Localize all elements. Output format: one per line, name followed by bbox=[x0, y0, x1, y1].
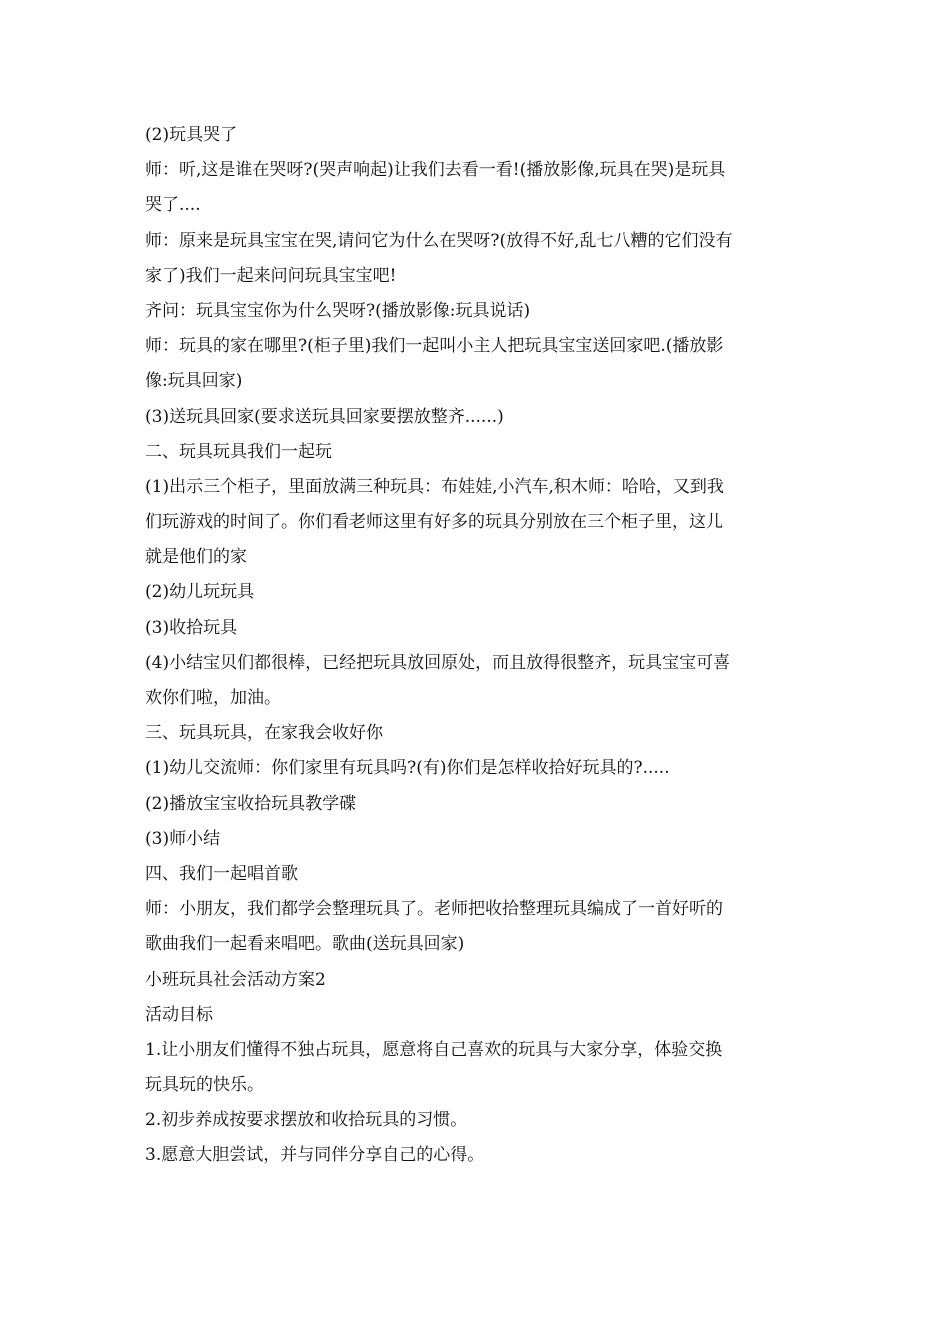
text-line: 二、玩具玩具我们一起玩 bbox=[145, 441, 332, 462]
document-paragraph bbox=[145, 224, 807, 294]
document-paragraph bbox=[145, 646, 807, 716]
document-paragraph bbox=[145, 153, 807, 223]
text-line: 活动目标 bbox=[145, 1004, 213, 1025]
document-paragraph bbox=[145, 1103, 807, 1138]
text-line: (3)收拾玩具 bbox=[145, 617, 238, 638]
document-paragraph bbox=[145, 963, 807, 998]
text-line: 四、我们一起唱首歌 bbox=[145, 863, 298, 884]
document-paragraph bbox=[145, 822, 807, 857]
text-line: 哭了.... bbox=[145, 195, 201, 216]
text-line: 师：听,这是谁在哭呀?(哭声响起)让我们去看一看!(播放影像,玩具在哭)是玩具 bbox=[145, 160, 726, 181]
text-line: 齐问：玩具宝宝你为什么哭呀?(播放影像:玩具说话) bbox=[145, 300, 531, 321]
text-line: (3)师小结 bbox=[145, 828, 221, 849]
document-paragraph bbox=[145, 435, 807, 470]
document-paragraph bbox=[145, 857, 807, 892]
text-line: 欢你们啦，加油。 bbox=[145, 688, 281, 708]
text-line: (2)玩具哭了 bbox=[145, 125, 238, 145]
document-paragraph bbox=[145, 400, 807, 435]
text-line: 家了)我们一起来问问玩具宝宝吧! bbox=[145, 265, 397, 286]
text-line: (4)小结宝贝们都很棒，已经把玩具放回原处，而且放得很整齐，玩具宝宝可喜 bbox=[145, 652, 731, 673]
text-line: (1)幼儿交流师：你们家里有玩具吗?(有)你们是怎样收拾好玩具的?..... bbox=[145, 758, 670, 779]
text-line: (3)送玩具回家(要求送玩具回家要摆放整齐......) bbox=[145, 406, 504, 427]
document-paragraph bbox=[145, 470, 807, 576]
document-paragraph bbox=[145, 892, 807, 962]
document-paragraph bbox=[145, 575, 807, 610]
text-line: 师：玩具的家在哪里?(柜子里)我们一起叫小主人把玩具宝宝送回家吧.(播放影 bbox=[145, 336, 724, 357]
text-line: 玩具玩的快乐。 bbox=[145, 1075, 264, 1096]
text-line: 2.初步养成按要求摆放和收拾玩具的习惯。 bbox=[145, 1110, 468, 1131]
text-line: 师：原来是玩具宝宝在哭,请问它为什么在哭呀?(放得不好,乱七八糟的它们没有 bbox=[145, 230, 733, 251]
text-line: 像:玩具回家) bbox=[145, 371, 243, 392]
document-paragraph bbox=[145, 998, 807, 1033]
text-line: (2)播放宝宝收拾玩具教学碟 bbox=[145, 793, 357, 814]
document-paragraph bbox=[145, 1138, 807, 1173]
text-line: (2)幼儿玩玩具 bbox=[145, 582, 255, 603]
document-paragraph bbox=[145, 329, 807, 399]
document-paragraph bbox=[145, 294, 807, 329]
document-paragraph bbox=[145, 751, 807, 786]
text-line: 3.愿意大胆尝试，并与同伴分享自己的心得。 bbox=[145, 1145, 485, 1166]
document-paragraph bbox=[145, 716, 807, 751]
text-line: 们玩游戏的时间了。你们看老师这里有好多的玩具分别放在三个柜子里，这儿 bbox=[145, 512, 723, 533]
text-line: 歌曲我们一起看来唱吧。歌曲(送玩具回家) bbox=[145, 934, 465, 955]
text-line: 1.让小朋友们懂得不独占玩具，愿意将自己喜欢的玩具与大家分享，体验交换 bbox=[145, 1039, 723, 1060]
document-paragraph bbox=[145, 787, 807, 822]
document-paragraph bbox=[145, 611, 807, 646]
document-paragraph bbox=[145, 118, 807, 153]
text-line: 就是他们的家 bbox=[145, 547, 247, 568]
text-line: (1)出示三个柜子，里面放满三种玩具：布娃娃,小汽车,积木师：哈哈，又到我 bbox=[145, 476, 724, 497]
document-paragraph bbox=[145, 1033, 807, 1103]
document-body bbox=[145, 118, 807, 1174]
text-line: 小班玩具社会活动方案2 bbox=[145, 969, 326, 990]
text-line: 师：小朋友，我们都学会整理玩具了。老师把收拾整理玩具编成了一首好听的 bbox=[145, 899, 723, 920]
text-line: 三、玩具玩具，在家我会收好你 bbox=[145, 723, 383, 744]
